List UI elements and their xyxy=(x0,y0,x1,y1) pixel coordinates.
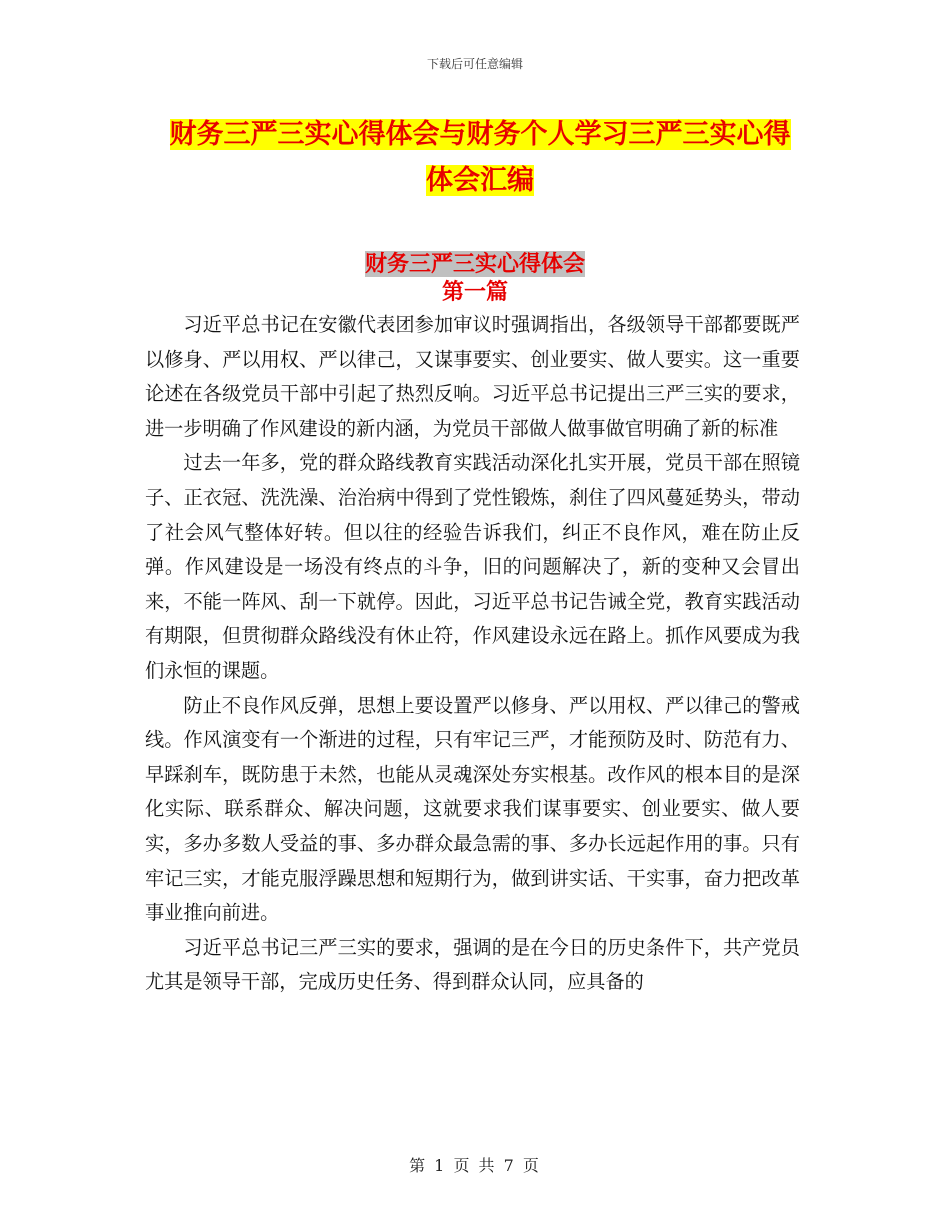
paragraph: 习近平总书记在安徽代表团参加审议时强调指出，各级领导干部都要既严以修身、严以用权、严以律己，又谋事要实、创业要实、做人要实。这一重要论述在各级党员干部中引起了热烈反响。习近平总书记提出三严三实的要求，进一步明确了作风建设的新内涵，为党员干部做人做事做官明确了新的标准 xyxy=(145,313,800,440)
document-title-line1: 财务三严三实心得体会与财务个人学习三严三实心得 xyxy=(169,119,791,150)
header-note: 下载后可任意编辑 xyxy=(426,57,523,71)
section-subtitle: 第一篇 xyxy=(441,279,508,305)
document-title-line2: 体会汇编 xyxy=(426,165,534,196)
document-title xyxy=(140,112,820,204)
page-number: 第 1 页 共 7 页 xyxy=(409,1156,541,1175)
section-heading xyxy=(0,250,950,306)
section-title: 财务三严三实心得体会 xyxy=(364,251,585,277)
paragraph: 习近平总书记三严三实的要求，强调的是在今日的历史条件下，共产党员尤其是领导干部，完成历史任务、得到群众认同，应具备的 xyxy=(145,935,800,994)
paragraph: 防止不良作风反弹，思想上要设置严以修身、严以用权、严以律己的警戒线。作风演变有一个渐进的过程，只有牢记三严，才能预防及时、防范有力、早踩刹车，既防患于未然，也能从灵魂深处夯实根基。改作风的根本目的是深化实际、联系群众、解决问题，这就要求我们谋事要实、创业要实、做人要实，多办多数人受益的事、多办群众最急需的事、多办长远起作用的事。只有牢记三实，才能克服浮躁思想和短期行为，做到讲实话、干实事，奋力把改革事业推向前进。 xyxy=(145,693,800,925)
body-text xyxy=(145,308,800,1000)
paragraph: 过去一年多，党的群众路线教育实践活动深化扎实开展，党员干部在照镜子、正衣冠、洗洗澡、治治病中得到了党性锻炼，刹住了四风蔓延势头，带动了社会风气整体好转。但以往的经验告诉我们，纠正不良作风，难在防止反弹。作风建设是一场没有终点的斗争，旧的问题解决了，新的变种又会冒出来，不能一阵风、刮一下就停。因此，习近平总书记告诫全党，教育实践活动有期限，但贯彻群众路线没有休止符，作风建设永远在路上。抓作风要成为我们永恒的课题。 xyxy=(145,451,800,682)
